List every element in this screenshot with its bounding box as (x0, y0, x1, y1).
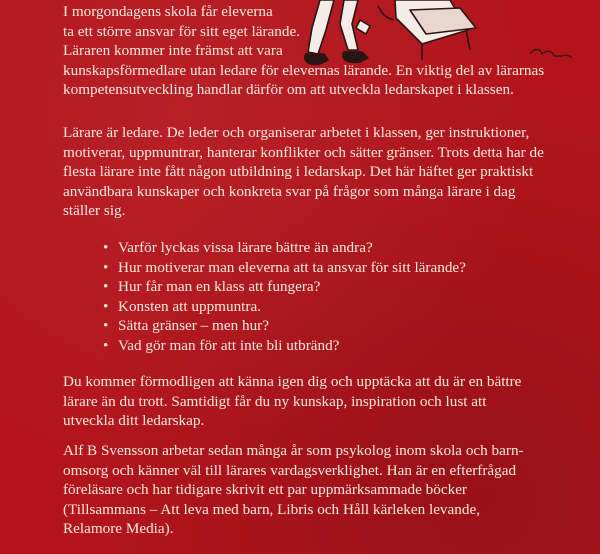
leadership-paragraph (63, 123, 583, 221)
text-line: föreläsare och har tidigare skrivit ett par uppmärksammade böcker (63, 481, 467, 499)
list-item: • Hur får man en klass att fungera? (103, 277, 466, 297)
text-line: flesta lärare inte fått någon utbildning i ledarskap. Det här häftet ger praktiskt (63, 163, 534, 181)
text-line: ställer sig. (63, 202, 126, 220)
text-line: Alf B Svensson arbetar sedan många år som psykolog inom skola och barn- (63, 442, 524, 459)
text-line: Relamore Media). (63, 520, 174, 538)
benefit-paragraph (63, 372, 583, 431)
text-line: kunskapsförmedlare utan ledare för elevernas lärande. En viktig del av lärarnas (63, 61, 545, 79)
text-line: utveckla ditt ledarskap. (63, 412, 205, 430)
text-line: ta ett större ansvar för sitt eget lärande. (63, 22, 300, 40)
text-line: Läraren kommer inte främst att vara (63, 42, 283, 60)
author-paragraph (63, 441, 583, 539)
text-line: användbara kunskaper och konkreta svar på frågor som många lärare i dag (63, 182, 516, 200)
text-line: motiverar, uppmuntrar, hanterar konflikter och sätter gränser. Trots detta har de (63, 143, 544, 161)
list-item: • Hur motiverar man eleverna att ta ansvar för sitt lärande? (103, 258, 466, 278)
text-line: kompetensutveckling handlar därför om att utveckla ledarskapet i klassen. (63, 81, 514, 99)
intro-paragraph (63, 2, 583, 100)
list-item: • Sätta gränser – men hur? (103, 316, 466, 336)
text-line: lärare än du trott. Samtidigt får du ny kunskap, inspiration och lust att (63, 392, 487, 410)
question-list (103, 238, 466, 356)
text-line: (Tillsammans – Att leva med barn, Libris och Håll kärleken levande, (63, 500, 480, 518)
list-item: • Konsten att uppmuntra. (103, 297, 466, 317)
text-line: Du kommer förmodligen att känna igen dig och upptäcka att du är en bättre (63, 373, 522, 390)
text-line: I morgondagens skola får eleverna (63, 3, 273, 20)
text-line: omsorg och känner väl till lärares vardagsverklighet. Han är en efterfrågad (63, 461, 517, 479)
list-item: • Varför lyckas vissa lärare bättre än andra? (103, 238, 466, 258)
text-line: Lärare är ledare. De leder och organiserar arbetet i klassen, ger instruktioner, (63, 124, 530, 141)
list-item: • Vad gör man för att inte bli utbränd? (103, 336, 466, 356)
